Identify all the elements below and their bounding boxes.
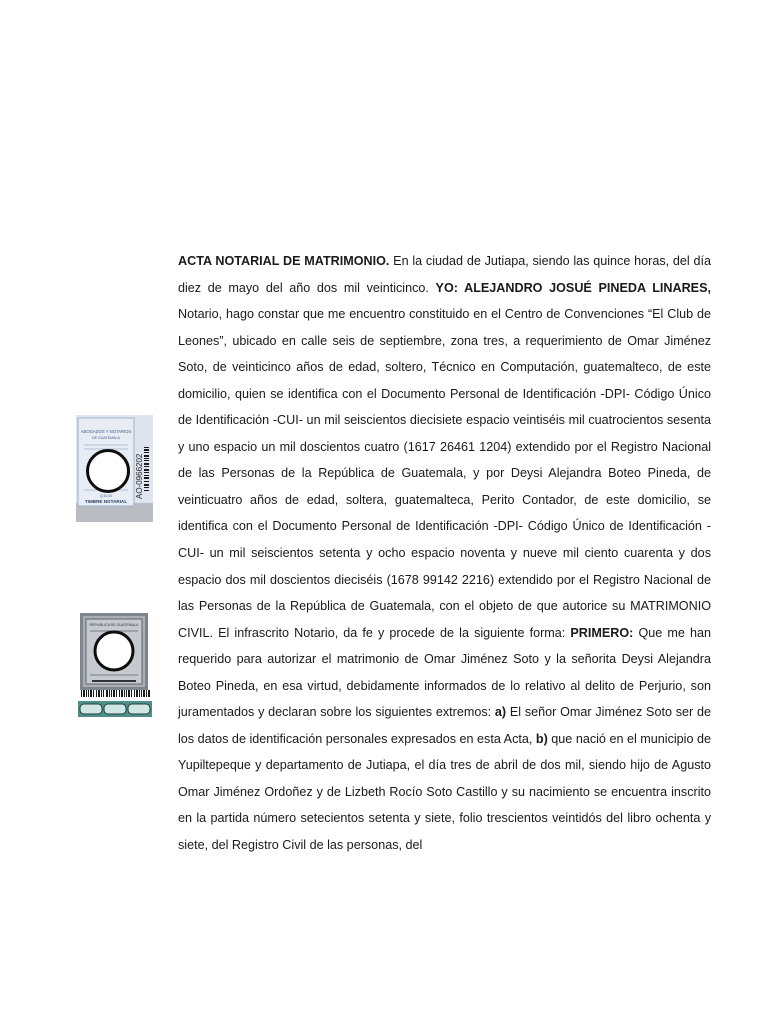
act-segment: El señor Omar Jiménez Soto ser de los datos de identificación personales expresados en esta Acta, [178, 705, 711, 746]
notarial-stamp [76, 415, 153, 522]
fiscal-stamp-graphic [80, 613, 148, 690]
notary-name: YO: ALEJANDRO JOSUÉ PINEDA LINARES, [435, 280, 711, 295]
act-paragraph [178, 248, 711, 859]
stamp-value: Q.10.00 [99, 494, 113, 498]
stamp-header: ABOGADOS Y NOTARIOS [80, 429, 132, 434]
clause-heading: PRIMERO: [570, 625, 634, 640]
strip-graphic [78, 701, 152, 717]
fiscal-stamp [80, 613, 148, 690]
fiscal-barcode [80, 689, 152, 698]
notarial-stamp-graphic [76, 415, 153, 522]
item-marker: a) [494, 705, 507, 720]
fiscal-stamp-label: REPUBLICA DE GUATEMALA [89, 623, 139, 627]
act-segment: Que me han requerido para autorizar el matrimonio de Omar Jiménez Soto y la señorita Deysi Alejandra Boteo Pineda, en esa virtud, debidamente informados de lo relativo al delito de Perjurio, son juramentados y declaran sobre los siguientes extremos: [178, 625, 711, 720]
act-segment: En la ciudad de Jutiapa, siendo las quince horas, del día diez de mayo del año dos mil veinticinco. [178, 254, 711, 295]
stamp-subheader: DE GUATEMALA [92, 436, 120, 440]
stamp-serial: AO-0966202 [135, 453, 144, 499]
act-title: ACTA NOTARIAL DE MATRIMONIO. [178, 254, 390, 268]
item-marker: b) [535, 731, 548, 746]
fiscal-strip [78, 701, 152, 717]
barcode-graphic [80, 689, 152, 698]
act-segment: que nació en el municipio de Yupiltepeque y departamento de Jutiapa, el día tres de abril de dos mil, siendo hijo de Agusto Omar Jiménez Ordoñez y de Lizbeth Rocío Soto Castillo y su nacimiento se encuentra inscrito en la partida número setecientos setenta y siete, folio trescientos veintidós del libro ochenta y siete, del Registro Civil de las personas, del [178, 731, 711, 853]
stamp-footer: TIMBRE NOTARIAL [84, 499, 128, 504]
act-segment: Notario, hago constar que me encuentro constituido en el Centro de Convenciones “El Club de Leones”, ubicado en calle seis de septiembre, zona tres, a requerimiento de Omar Jiménez Soto, de veinticinco años de edad, soltero, Técnico en Computación, guatemalteco, de este domicilio, quien se identifica con el Documento Personal de Identificación -DPI- Código Único de Identificación -CUI- un mil seiscientos diecisiete espacio veintiséis mil cuatrocientos sesenta y uno espacio un mil doscientos cuatro (1617 26461 1204) extendido por el Registro Nacional de las Personas de la República de Guatemala, y por Deysi Alejandra Boteo Pineda, de veinticuatro años de edad, soltera, guatemalteca, Perito Contador, de este domicilio, se identifica con el Documento Personal de Identificación -DPI- Código Único de Identificación -CUI- un mil seiscientos setenta y ocho espacio noventa y nueve mil ciento cuarenta y dos espacio dos mil doscientos dieciséis (1678 99142 2216) extendido por el Registro Nacional de las Personas de la República de Guatemala, con el objeto de que autorice su MATRIMONIO CIVIL. El infrascrito Notario, da fe y procede de la siguiente forma: [178, 307, 711, 640]
notarial-act-text [178, 248, 711, 859]
